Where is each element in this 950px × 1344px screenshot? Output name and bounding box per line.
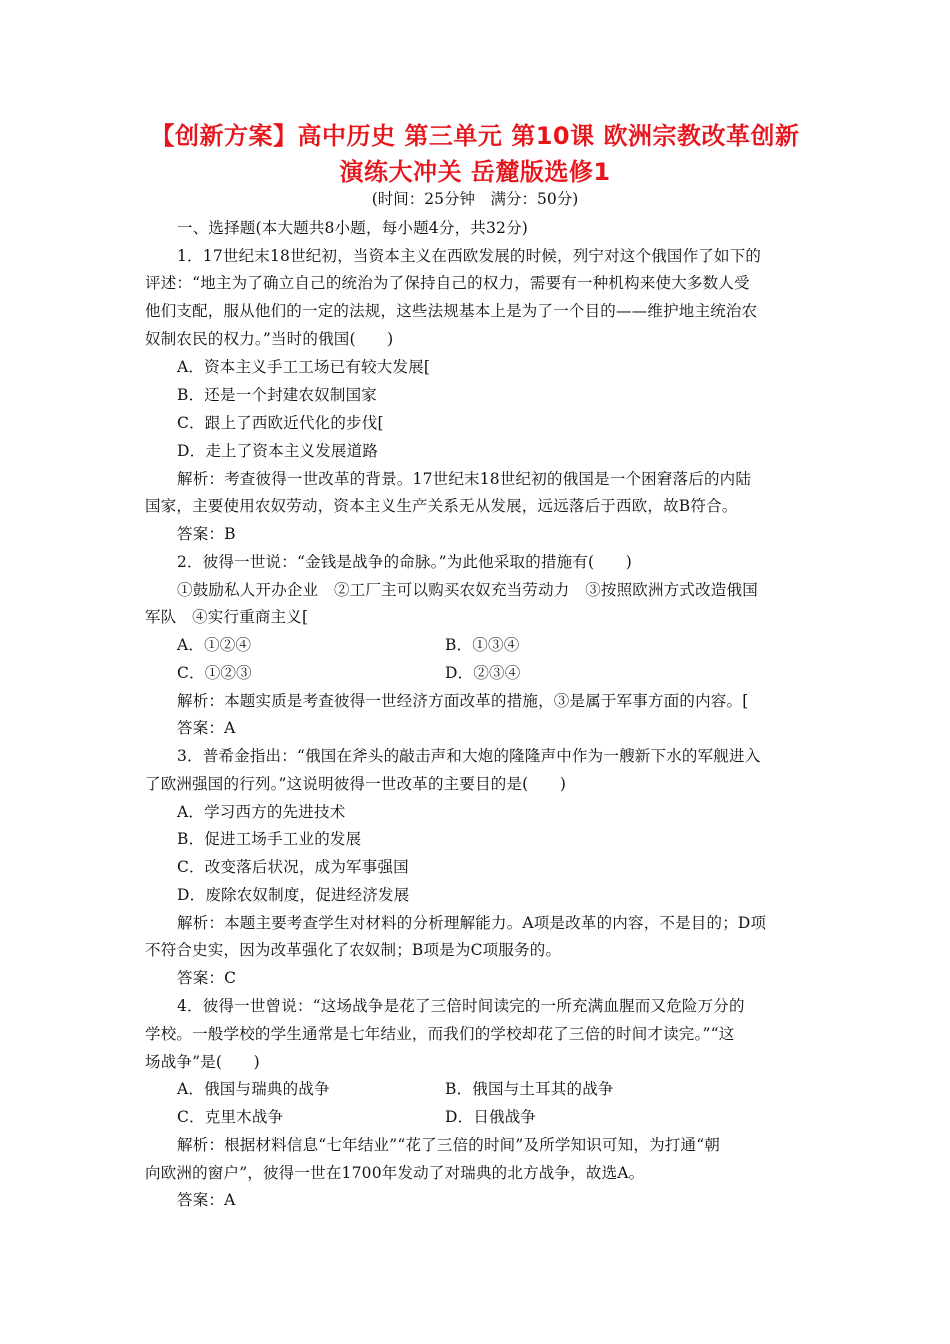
q4-option-d: D．日俄战争 [445,1108,537,1126]
q1-option-d: D．走上了资本主义发展道路 [177,442,379,460]
q3-analysis-line: 解析：本题主要考查学生对材料的分析理解能力。A项是改革的内容，不是目的；D项 [177,914,767,932]
q2-option-c: C．①②③ [177,664,252,682]
q2-option-b: B．①③④ [445,636,520,654]
q2-stem-line: 2．彼得一世说：“金钱是战争的命脉。”为此他采取的措施有( ) [177,553,632,571]
q2-analysis-line: 解析：本题实质是考查彼得一世经济方面改革的措施，③是属于军事方面的内容。[ [177,692,749,710]
q4-answer: 答案：A [177,1191,236,1209]
doc-title-line-1: 【创新方案】高中历史 第三单元 第10课 欧洲宗教改革创新 [150,122,800,150]
q2-answer: 答案：A [177,719,236,737]
q3-stem-line: 了欧洲强国的行列。”这说明彼得一世改革的主要目的是( ) [145,775,567,793]
q4-stem-line: 场战争”是( ) [145,1053,260,1071]
q1-stem-line: 评述：“地主为了确立自己的统治为了保持自己的权力，需要有一种机构来使大多数人受 [145,274,750,292]
q1-stem-line: 他们支配，服从他们的一定的法规，这些法规基本上是为了一个目的——维护地主统治农 [145,302,758,320]
q4-option-c: C．克里木战争 [177,1108,284,1126]
q3-analysis-line: 不符合史实，因为改革强化了农奴制；B项是为C项服务的。 [145,941,562,959]
q3-option-d: D．废除农奴制度，促进经济发展 [177,886,410,904]
q2-stem-line: 军队 ④实行重商主义[ [145,608,309,626]
q4-stem-line: 4．彼得一世曾说：“这场战争是花了三倍时间读完的一所充满血腥而又危险万分的 [177,997,745,1015]
q4-option-a: A．俄国与瑞典的战争 [177,1080,330,1098]
q1-option-b: B．还是一个封建农奴制国家 [177,386,377,404]
section-heading: 一、选择题(本大题共8小题，每小题4分，共32分) [177,219,529,237]
q4-analysis-line: 向欧洲的窗户”，彼得一世在1700年发动了对瑞典的北方战争，故选A。 [145,1164,645,1182]
q1-analysis-line: 国家，主要使用农奴劳动，资本主义生产关系无从发展，远远落后于西欧，故B符合。 [145,497,738,515]
q3-option-b: B．促进工场手工业的发展 [177,830,362,848]
q1-option-c: C．跟上了西欧近代化的步伐[ [177,414,384,432]
q1-answer: 答案：B [177,525,236,543]
q3-answer: 答案：C [177,969,237,987]
q3-option-a: A．学习西方的先进技术 [177,803,346,821]
time-info: (时间：25分钟 满分：50分) [371,190,579,208]
q1-option-a: A．资本主义手工工场已有较大发展[ [177,358,431,376]
q4-stem-line: 学校。一般学校的学生通常是七年结业，而我们的学校却花了三倍的时间才读完。”“这 [145,1025,735,1043]
q4-option-b: B．俄国与土耳其的战争 [445,1080,614,1098]
q2-option-a: A．①②④ [177,636,252,654]
doc-title-line-2: 演练大冲关 岳麓版选修1 [339,158,611,186]
q3-option-c: C．改变落后状况，成为军事强国 [177,858,409,876]
q2-stem-line: ①鼓励私人开办企业 ②工厂主可以购买农奴充当劳动力 ③按照欧洲方式改造俄国 [177,581,758,599]
q3-stem-line: 3．普希金指出：“俄国在斧头的敲击声和大炮的隆隆声中作为一艘新下水的军舰进入 [177,747,761,765]
q1-analysis-line: 解析：考查彼得一世改革的背景。17世纪末18世纪初的俄国是一个困窘落后的内陆 [177,470,752,488]
q2-option-d: D．②③④ [445,664,521,682]
q4-analysis-line: 解析：根据材料信息“七年结业”“花了三倍的时间”及所学知识可知，为打通“朝 [177,1136,721,1154]
q1-stem-line: 奴制农民的权力。”当时的俄国( ) [145,330,394,348]
q1-stem-line: 1．17世纪末18世纪初，当资本主义在西欧发展的时候，列宁对这个俄国作了如下的 [177,247,762,265]
